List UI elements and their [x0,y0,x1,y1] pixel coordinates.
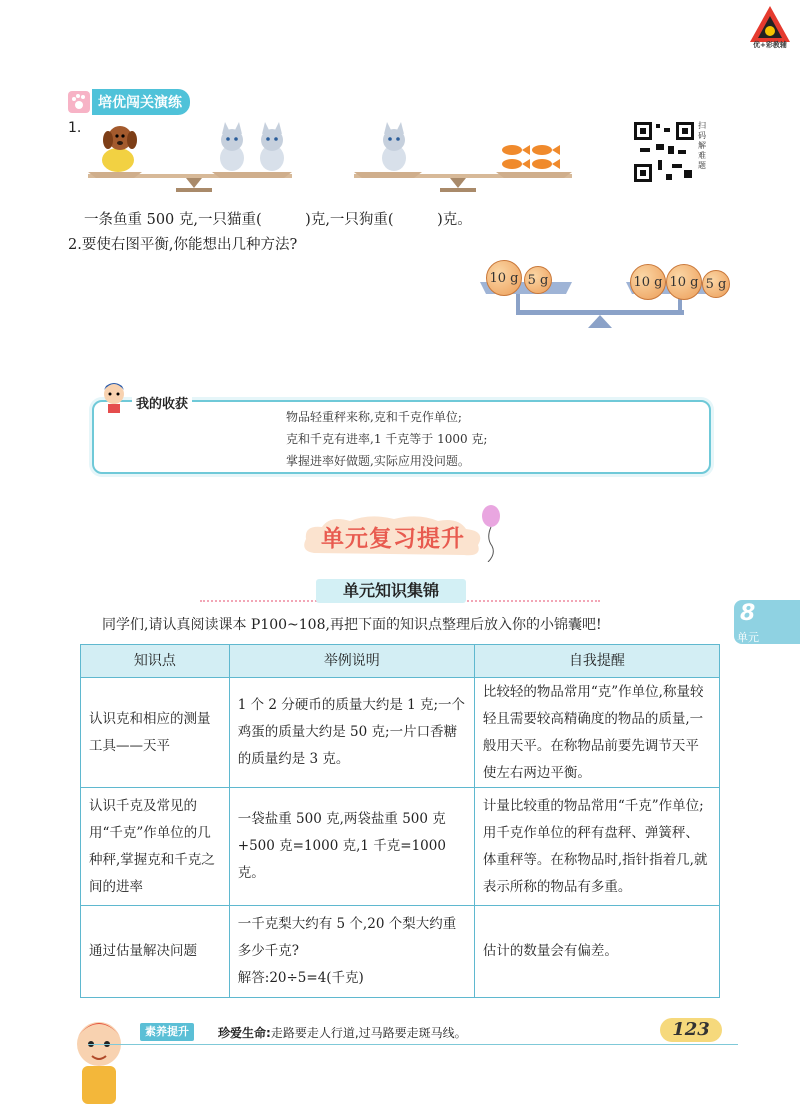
harvest-line-2: 克和千克有进率,1 千克等于 1000 克; [286,432,488,446]
table-cell: 比较轻的物品常用“克”作单位,称量较轻且需要较高精确度的物品的质量,一般用天平。在称物品前要先调节天平使左右两边平衡。 [474,678,719,788]
kid-mascot-icon [96,378,132,414]
harvest-line-3: 掌握进率好做题,实际应用没问题。 [286,454,470,468]
mascot-icon [66,1010,132,1110]
table-header: 举例说明 [229,645,474,678]
dog-icon [102,126,137,172]
table-row [81,906,720,998]
footer-divider [88,1044,738,1045]
harvest-tag: 我的收获 [132,393,192,412]
table-header: 自我提醒 [474,645,719,678]
table-header: 知识点 [81,645,230,678]
page-number: 123 [660,1018,722,1042]
weight-10g-right: 10 g [630,264,666,300]
paw-icon [68,91,90,113]
table-cell-line: 一千克梨大约有 5 个,20 个梨大约重多少千克? [237,916,457,959]
table-cell: 一袋盐重 500 克,两袋盐重 500 克+500 克=1000 克,1 千克=1000 克。 [229,788,474,906]
cat-icon [220,122,244,171]
qr-label: 扫码解难题 [698,121,706,170]
harvest-line-1: 物品轻重秤来称,克和千克作单位; [286,410,462,424]
footer-tag: 素养提升 [140,1023,194,1041]
balance-dog-cats-illustration [82,118,302,198]
weight-10g-left: 10 g [486,260,522,296]
review-intro: 同学们,请认真阅读课本 P100~108,再把下面的知识点整理后放入你的小锦囊吧! [102,617,602,633]
table-row [81,678,720,788]
knowledge-title: 单元知识集锦 [316,579,466,603]
table-header-row [81,645,720,678]
table-cell: 1 个 2 分硬币的质量大约是 1 克;一个鸡蛋的质量大约是 50 克;一片口香糖的质量约是 3 克。 [229,678,474,788]
footer-tip-text: 走路要走人行道,过马路要走斑马线。 [270,1026,467,1040]
question-2-text: 2.要使右图平衡,你能想出几种方法? [68,237,298,253]
balance-weights-illustration [476,256,730,332]
footer-tip [218,1024,467,1041]
knowledge-table [80,644,720,998]
table-row [81,788,720,906]
cat-icon [260,122,284,171]
unit-number: 8 [740,601,756,626]
section-banner [68,90,190,114]
balance-cat-fish-illustration [352,118,574,198]
table-cell: 通过估量解决问题 [81,906,230,998]
table-cell: 计量比较重的物品常用“千克”作单位;用千克作单位的秤有盘秤、弹簧秤、体重秤等。在称物品时,指针指着几,就表示所称的物品有多重。 [474,788,719,906]
footer-tip-bold: 珍爱生命: [218,1026,271,1040]
table-cell [229,906,474,998]
table-cell: 认识克和相应的测量工具——天平 [81,678,230,788]
question-1-text: 一条鱼重 500 克,一只猫重( )克,一只狗重( )克。 [84,212,472,228]
question-1-number: 1. [68,120,82,136]
unit-label: 单元 [737,631,759,644]
weight-10g-right: 10 g [666,264,702,300]
cat-icon [382,122,406,171]
weight-5g-left: 5 g [524,266,552,294]
table-cell-line: 解答:20÷5=4(千克) [237,970,364,986]
table-cell: 认识千克及常见的用“千克”作单位的几种秤,掌握克和千克之间的进率 [81,788,230,906]
review-title: 单元复习提升 [321,526,465,552]
weight-5g-right: 5 g [702,270,730,298]
fish-icon [502,145,560,169]
section-title: 培优闯关演练 [92,89,190,115]
qr-code-icon[interactable] [632,120,696,184]
table-cell: 估计的数量会有偏差。 [474,906,719,998]
logo-text: 优+彩教辅 [753,41,787,49]
